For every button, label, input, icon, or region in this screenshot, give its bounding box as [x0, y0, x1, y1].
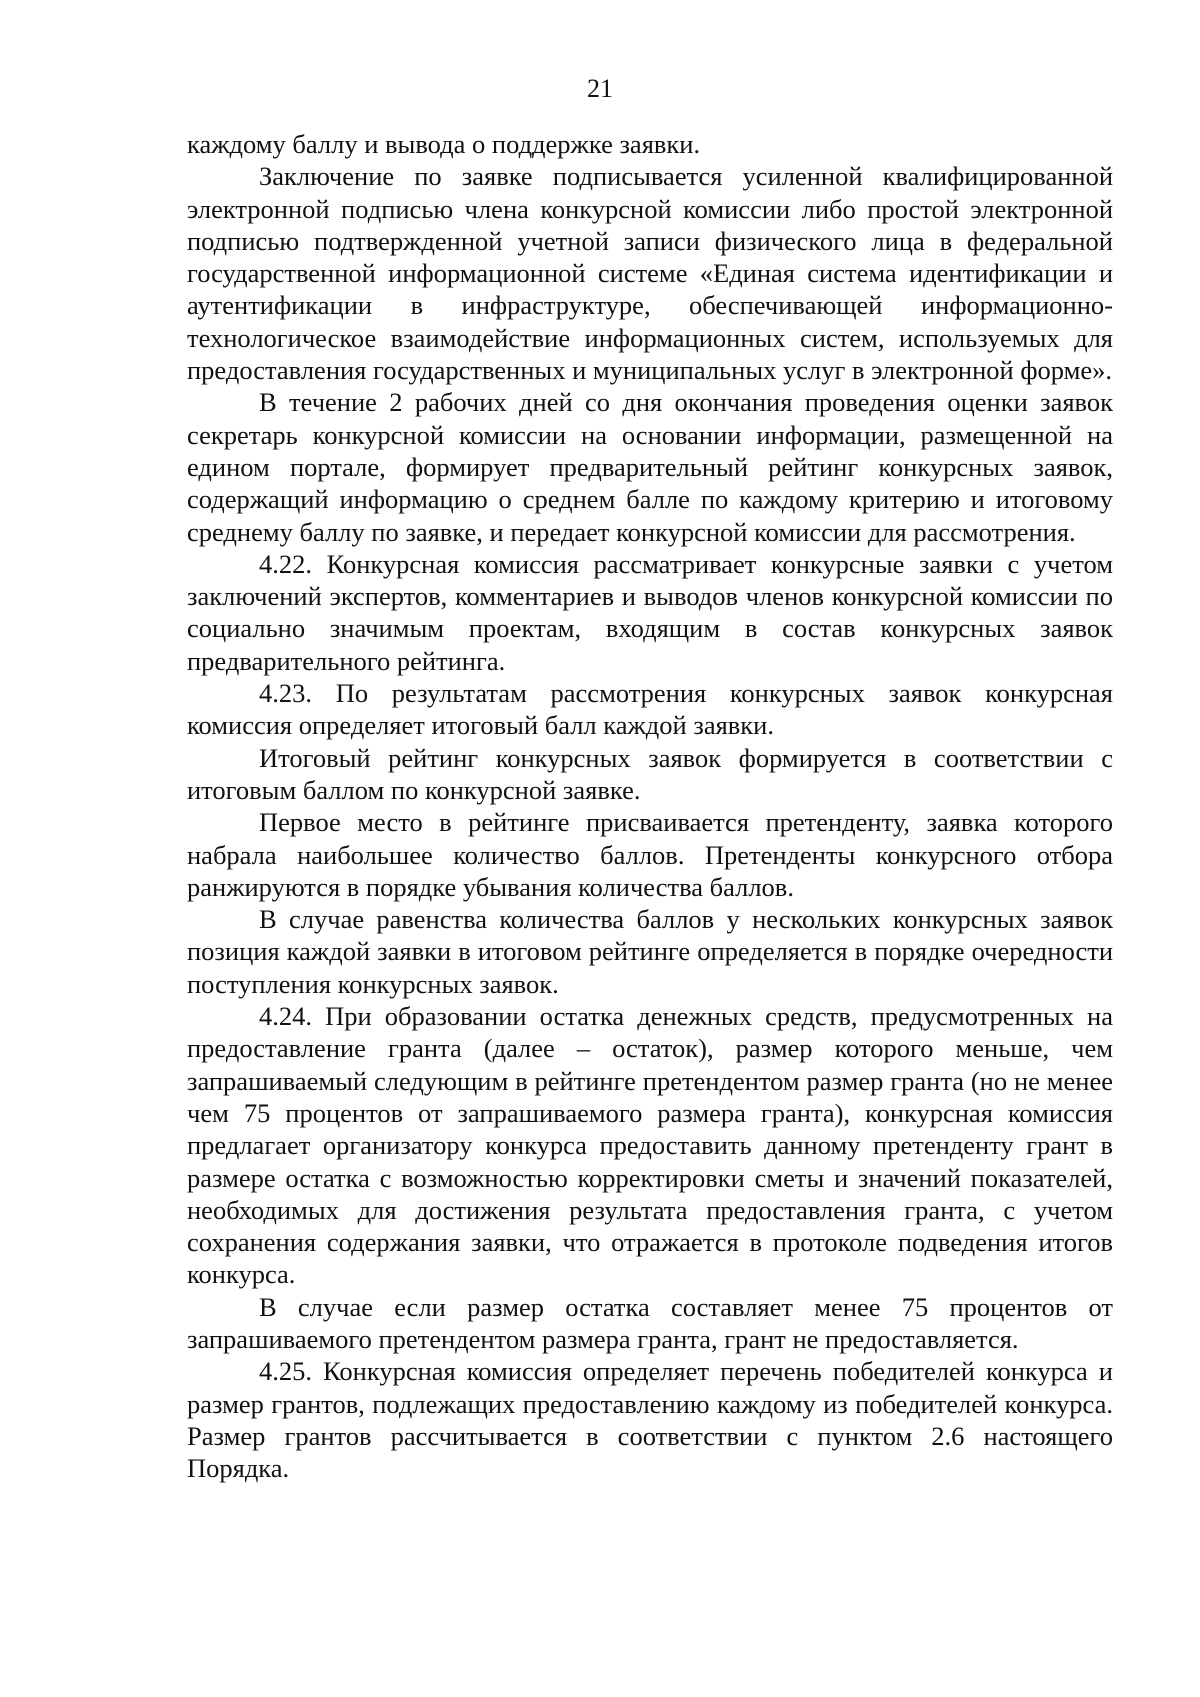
paragraph: В течение 2 рабочих дней со дня окончания проведения оценки заявок секретарь конкурсной комиссии на основании информации, размещенной на едином портале, формирует предварительный рейтинг конкурсных заявок, содержащий информацию о среднем балле по каждому критерию и итоговому среднему баллу по заявке, и передает конкурсной комиссии для рассмотрения. — [187, 387, 1113, 547]
page-number: 21 — [587, 74, 613, 103]
paragraph: Итоговый рейтинг конкурсных заявок формируется в соответствии с итоговым баллом по конкурсной заявке. — [187, 742, 1113, 805]
paragraph-4-24: 4.24. При образовании остатка денежных средств, предусмотренных на предоставление гранта (далее – остаток), размер которого меньше, чем запрашиваемый следующим в рейтинге претендентом размер гранта (но не менее чем 75 процентов от запрашиваемого размера гранта), конкурсная комиссия предлагает организатору конкурса предоставить данному претенденту грант в размере остатка с возможностью корректировки сметы и значений показателей, необходимых для достижения результата предоставления гранта, с учетом сохранения содержания заявки, что отражается в протоколе подведения итогов конкурса. — [187, 1001, 1113, 1290]
paragraph: каждому баллу и вывода о поддержке заявки. — [187, 129, 701, 159]
document-body — [187, 128, 1113, 1484]
paragraph: В случае равенства количества баллов у нескольких конкурсных заявок позиция каждой заявки в итоговом рейтинге определяется в порядке очередности поступления конкурсных заявок. — [187, 904, 1113, 999]
paragraph: Заключение по заявке подписывается усиленной квалифицированной электронной подписью члена конкурсной комиссии либо простой электронной подписью подтвержденной учетной записи физического лица в федеральной государственной информационной системе «Единая система идентификации и аутентификации в инфраструктуре, обеспечивающей информационно-технологическое взаимодействие информационных систем, используемых для предоставления государственных и муниципальных услуг в электронной форме». — [187, 161, 1113, 386]
paragraph-4-22: 4.22. Конкурсная комиссия рассматривает конкурсные заявки с учетом заключений экспертов, комментариев и выводов членов конкурсной комиссии по социально значимым проектам, входящим в состав конкурсных заявок предварительного рейтинга. — [187, 548, 1113, 676]
paragraph-4-23: 4.23. По результатам рассмотрения конкурсных заявок конкурсная комиссия определяет итоговый балл каждой заявки. — [187, 678, 1113, 741]
paragraph: Первое место в рейтинге присваивается претенденту, заявка которого набрала наибольшее количество баллов. Претенденты конкурсного отбора ранжируются в порядке убывания количества баллов. — [187, 807, 1113, 902]
paragraph-4-25: 4.25. Конкурсная комиссия определяет перечень победителей конкурса и размер грантов, подлежащих предоставлению каждому из победителей конкурса. Размер грантов рассчитывается в соответствии с пунктом 2.6 настоящего Порядка. — [187, 1356, 1113, 1484]
paragraph: В случае если размер остатка составляет менее 75 процентов от запрашиваемого претендентом размера гранта, грант не предоставляется. — [187, 1291, 1113, 1354]
